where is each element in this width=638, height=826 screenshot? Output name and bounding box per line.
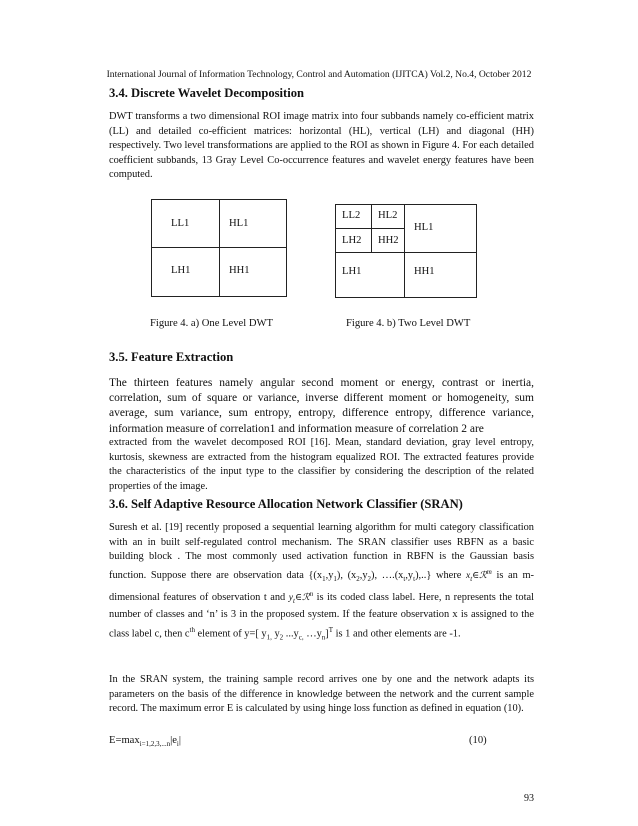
cell-hh1: HH1 bbox=[229, 265, 250, 276]
equation-rhs-subscript: i bbox=[176, 740, 179, 749]
page-number: 93 bbox=[524, 793, 534, 804]
cell-ll2: LL2 bbox=[342, 210, 361, 221]
cell-hl1-b: HL1 bbox=[414, 222, 434, 233]
cell-lh1: LH1 bbox=[171, 265, 191, 276]
cell-hh1-b: HH1 bbox=[414, 266, 435, 277]
cell-lh1-b: LH1 bbox=[342, 266, 362, 277]
cell-hl1: HL1 bbox=[229, 218, 249, 229]
section-3-5-body-large: The thirteen features namely angular second moment or energy, contrast or inertia, correlation, sum of square or variance, inverse different moment or homogeneity, sum average, sum variance, sum entropy, entropy, difference entropy, difference variance, information measure of correlation1 and information measure of correlation 2 are bbox=[109, 377, 534, 435]
math-yt-in-rn: $y_t\in ℛ^n$ bbox=[288, 589, 314, 605]
figure-4a-hline bbox=[151, 247, 287, 248]
equation-subscript: i=1,2,3,...n bbox=[139, 740, 171, 749]
section-3-5-title: 3.5. Feature Extraction bbox=[109, 350, 234, 364]
math-xt-in-rm: $x_t\in ℛ^m$ bbox=[465, 567, 492, 583]
journal-header: International Journal of Information Technology, Control and Automation (IJITCA) Vol.2, No.4, October 2012 bbox=[106, 69, 532, 80]
equation-lhs: E=max bbox=[109, 735, 140, 746]
section-3-6-p1-text: Suresh et al. [19] recently proposed a sequential learning algorithm for multi category classification with an in built self-regulated control mechanism. The SRAN classifier uses RBFN as a basic building block . The most commonly used activation function in RBFN is the Gaussian basis function. Suppose there are observation data {(x bbox=[109, 522, 534, 581]
section-3-6-title: 3.6. Self Adaptive Resource Allocation Network Classifier (SRAN) bbox=[109, 497, 463, 511]
figure-4b-hline-main bbox=[335, 252, 477, 253]
section-3-6-paragraph-1: Suresh et al. [19] recently proposed a sequential learning algorithm for multi category classification with an in built self-regulated control mechanism. The SRAN classifier uses RBFN as a basic building block . The most commonly used activation function in RBFN is the Gaussian basis function. Suppose there are observation data {$(x_1,y_1)$, $(x_2,y_2)$, $\dots.(x_t,y_t)$,..} where $x_t\in ℛ^m$ is an m-dimensional features of observation t and $y_t\in ℛ^n$ is its coded class label. Here, n represents the total number of classes and ‘n’ is 3 in the proposed system. If the feature observation x is assigned to the class label c, then $c^{th}$ element of y=[ $y_{1,}$ $y_2$ $...y_{c,}$ $\dots y_n]^T$ is 1 and other elements are -1. bbox=[109, 522, 534, 642]
equation-rhs-end: | bbox=[178, 735, 181, 746]
section-3-6-paragraph-2: In the SRAN system, the training sample record arrives one by one and the network adapts its parameters on the basis of the difference in knowledge between the network and the current sample record. The maximum error E is calculated by using hinge loss function as defined in equation (10). bbox=[109, 674, 534, 715]
cell-hl2: HL2 bbox=[378, 210, 398, 221]
cell-ll1: LL1 bbox=[171, 218, 190, 229]
equation-rhs: |e bbox=[170, 735, 177, 746]
equation-number: (10) bbox=[469, 735, 487, 746]
figure-4b-caption: Figure 4. b) Two Level DWT bbox=[346, 318, 471, 329]
section-3-5-body-small: extracted from the wavelet decomposed ROI [16]. Mean, standard deviation, gray level entropy, kurtosis, skewness are extracted from the histogram equalized ROI. The extracted features provide the characteristics of the input type to the classifier by considering the description of the related properties of the image. bbox=[109, 437, 534, 492]
section-3-4-body: DWT transforms a two dimensional ROI image matrix into four subbands namely co-efficient matrix (LL) and detailed co-efficient matrices: horizontal (HL), vertical (LH) and diagonal (HH) respectively. Two level transformations are applied to the ROI as shown in Figure 4. For each detailed coefficient subbands, 13 Gray Level Co-occurrence features and wavelet energy features have been computed. bbox=[109, 111, 534, 181]
section-3-4-title: 3.4. Discrete Wavelet Decomposition bbox=[109, 86, 305, 100]
equation-10 bbox=[109, 735, 181, 748]
cell-hh2: HH2 bbox=[378, 235, 399, 246]
figure-4a-caption: Figure 4. a) One Level DWT bbox=[150, 318, 273, 329]
figure-4b-hline-inner bbox=[335, 228, 404, 229]
figure-4a-vline bbox=[219, 199, 220, 297]
figure-4b-vline-main bbox=[404, 204, 405, 298]
cell-lh2: LH2 bbox=[342, 235, 362, 246]
